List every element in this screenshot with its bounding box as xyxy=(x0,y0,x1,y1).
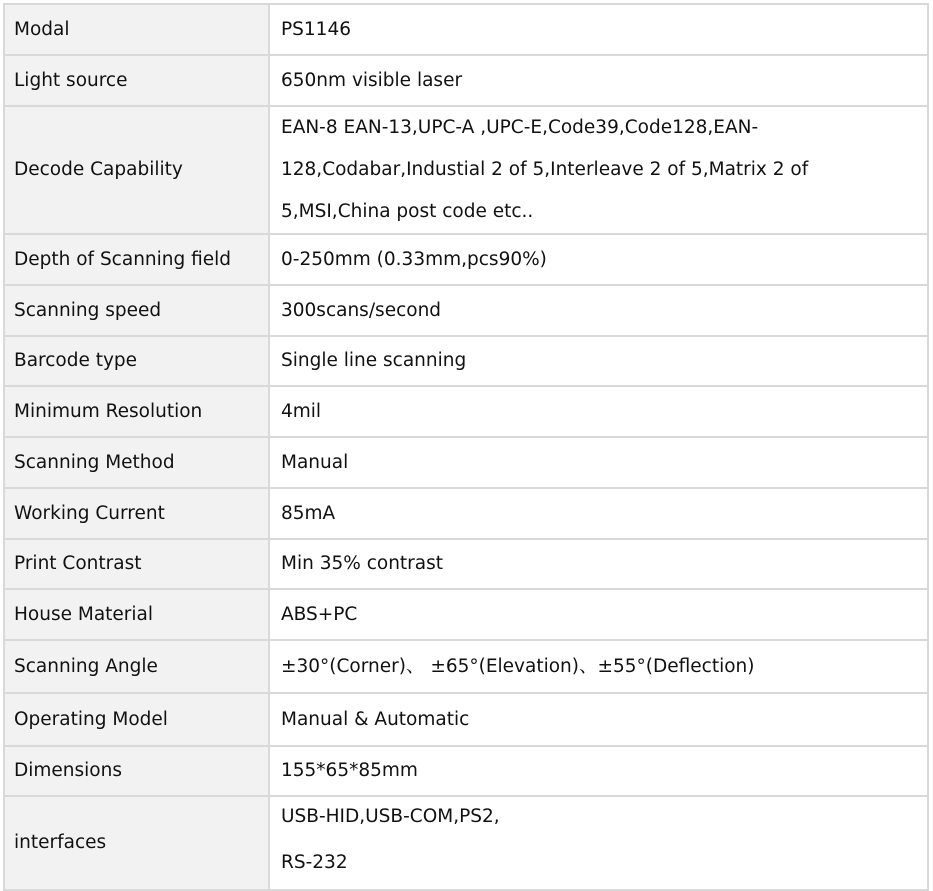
spec-label: Minimum Resolution xyxy=(4,386,269,437)
spec-value: ABS+PC xyxy=(269,589,928,640)
spec-row-dimensions xyxy=(4,746,928,796)
spec-row-interfaces xyxy=(4,796,928,890)
spec-value xyxy=(269,106,928,234)
spec-row-depth-of-field xyxy=(4,234,928,285)
spec-row-light-source xyxy=(4,55,928,106)
spec-label: Operating Model xyxy=(4,693,269,746)
spec-label: Light source xyxy=(4,55,269,106)
spec-label: interfaces xyxy=(4,796,269,890)
spec-row-operating-model xyxy=(4,693,928,746)
spec-row-scanning-method xyxy=(4,437,928,488)
spec-row-minimum-resolution xyxy=(4,386,928,437)
spec-value: PS1146 xyxy=(269,4,928,55)
spec-label: Scanning Angle xyxy=(4,640,269,693)
spec-table xyxy=(3,3,929,891)
spec-label: Dimensions xyxy=(4,746,269,796)
spec-value: 155*65*85mm xyxy=(269,746,928,796)
spec-label: Decode Capability xyxy=(4,106,269,234)
spec-value-line: EAN-8 EAN-13,UPC-A ,UPC-E,Code39,Code128,EAN- xyxy=(281,117,759,138)
spec-label: Modal xyxy=(4,4,269,55)
spec-label: Scanning Method xyxy=(4,437,269,488)
spec-value: Manual xyxy=(269,437,928,488)
spec-value-line: 128,Codabar,Industial 2 of 5,Interleave 2 of 5,Matrix 2 of xyxy=(281,159,809,180)
spec-value-line: USB-HID,USB-COM,PS2, xyxy=(281,806,500,827)
spec-row-print-contrast xyxy=(4,539,928,589)
spec-value: 650nm visible laser xyxy=(269,55,928,106)
spec-value: Min 35% contrast xyxy=(269,539,928,589)
spec-row-scanning-speed xyxy=(4,285,928,336)
spec-value: 4mil xyxy=(269,386,928,437)
spec-value-line: 5,MSI,China post code etc.. xyxy=(281,201,534,222)
spec-value: 0-250mm (0.33mm,pcs90%) xyxy=(269,234,928,285)
spec-label: Working Current xyxy=(4,488,269,539)
spec-value: Single line scanning xyxy=(269,336,928,386)
spec-value-line: RS-232 xyxy=(281,852,348,873)
spec-label: Scanning speed xyxy=(4,285,269,336)
spec-row-house-material xyxy=(4,589,928,640)
spec-row-modal xyxy=(4,4,928,55)
spec-row-decode-capability xyxy=(4,106,928,234)
spec-value: 300scans/second xyxy=(269,285,928,336)
spec-label: Barcode type xyxy=(4,336,269,386)
spec-label: Print Contrast xyxy=(4,539,269,589)
spec-value: ±30°(Corner)、 ±65°(Elevation)、±55°(Deflection) xyxy=(269,640,928,693)
spec-label: Depth of Scanning field xyxy=(4,234,269,285)
spec-label: House Material xyxy=(4,589,269,640)
spec-row-scanning-angle xyxy=(4,640,928,693)
spec-value xyxy=(269,796,928,890)
spec-row-barcode-type xyxy=(4,336,928,386)
spec-row-working-current xyxy=(4,488,928,539)
spec-value: 85mA xyxy=(269,488,928,539)
spec-value: Manual & Automatic xyxy=(269,693,928,746)
